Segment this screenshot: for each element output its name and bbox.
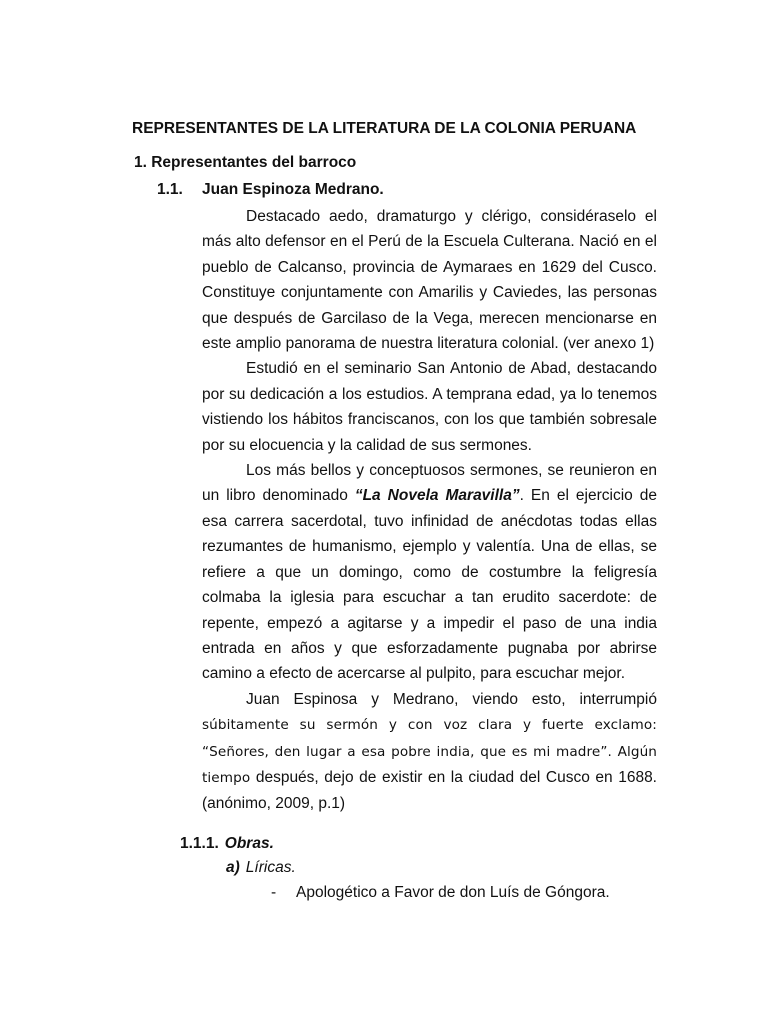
section-number: 1.1. (157, 181, 183, 198)
section-heading-1-1-1 (180, 835, 274, 853)
subsection-label: Líricas. (245, 859, 296, 876)
section-number: 1.1.1. (180, 835, 219, 852)
subsection-letter: a) (226, 859, 240, 876)
paragraph-3-rest: . En el ejercicio de esa carrera sacerdotal, tuvo infinidad de anécdotas todas ellas rezumantes de humanismo, ejemplo y valentía. Una de ellas, se refiere a que un domingo, como de costumbre la feligresía colmaba la iglesia para escuchar a tan erudito sacerdote: de repente, empezó a agitarse y a impedir el paso de una india entrada en años y que esforzadamente pugnaba por abrirse camino a efecto de acercarse al pulpito, para escuchar mejor. (202, 487, 657, 683)
paragraph-3-start: Los más bellos y conceptuosos sermones, se reunieron en un libro denominado (202, 462, 657, 505)
paragraph-3 (202, 458, 657, 687)
body-text (202, 204, 657, 817)
paragraph-1: Destacado aedo, dramaturgo y clérigo, considéraselo el más alto defensor en el Perú de la Escuela Culterana. Nació en el pueblo de Calcanso, provincia de Aymaraes en 1629 del Cusco. Constituye conjuntamente con Amarilis y Caviedes, las personas que después de Garcilaso de la Vega, merecen mencionarse en este amplio panorama de nuestra literatura colonial. (ver anexo 1) (202, 208, 657, 353)
paragraph-4 (202, 687, 657, 817)
list-item (271, 884, 610, 902)
paragraph-4-start: Juan Espinosa y Medrano, viendo esto, interrumpió (246, 690, 657, 708)
section-label: Juan Espinoza Medrano. (202, 181, 384, 198)
book-title: “La Novela Maravilla” (354, 487, 520, 505)
list-dash: - (271, 884, 277, 901)
section-label: Obras. (224, 835, 274, 852)
paragraph-4-end: después, dejo de existir en la ciudad del Cusco en 1688. (anónimo, 2009, p.1) (202, 768, 657, 813)
paragraph-2: Estudió en el seminario San Antonio de Abad, destacando por su dedicación a los estudios. A temprana edad, ya lo tenemos vistiendo los hábitos franciscanos, con los que también sobresale por su elocuencia y la calidad de sus sermones. (202, 360, 657, 454)
section-heading-1: 1. Representantes del barroco (134, 154, 357, 171)
quote-text: súbitamente su sermón y con voz clara y fuerte exclamo: “Señores, den lugar a esa pobre india, que es mi madre”. Algún tiempo (202, 717, 657, 786)
list-item-text: Apologético a Favor de don Luís de Góngora. (296, 884, 610, 901)
document-title: REPRESENTANTES DE LA LITERATURA DE LA COLONIA PERUANA (132, 120, 637, 137)
subsection-a (226, 859, 296, 877)
section-heading-1-1 (157, 181, 384, 199)
